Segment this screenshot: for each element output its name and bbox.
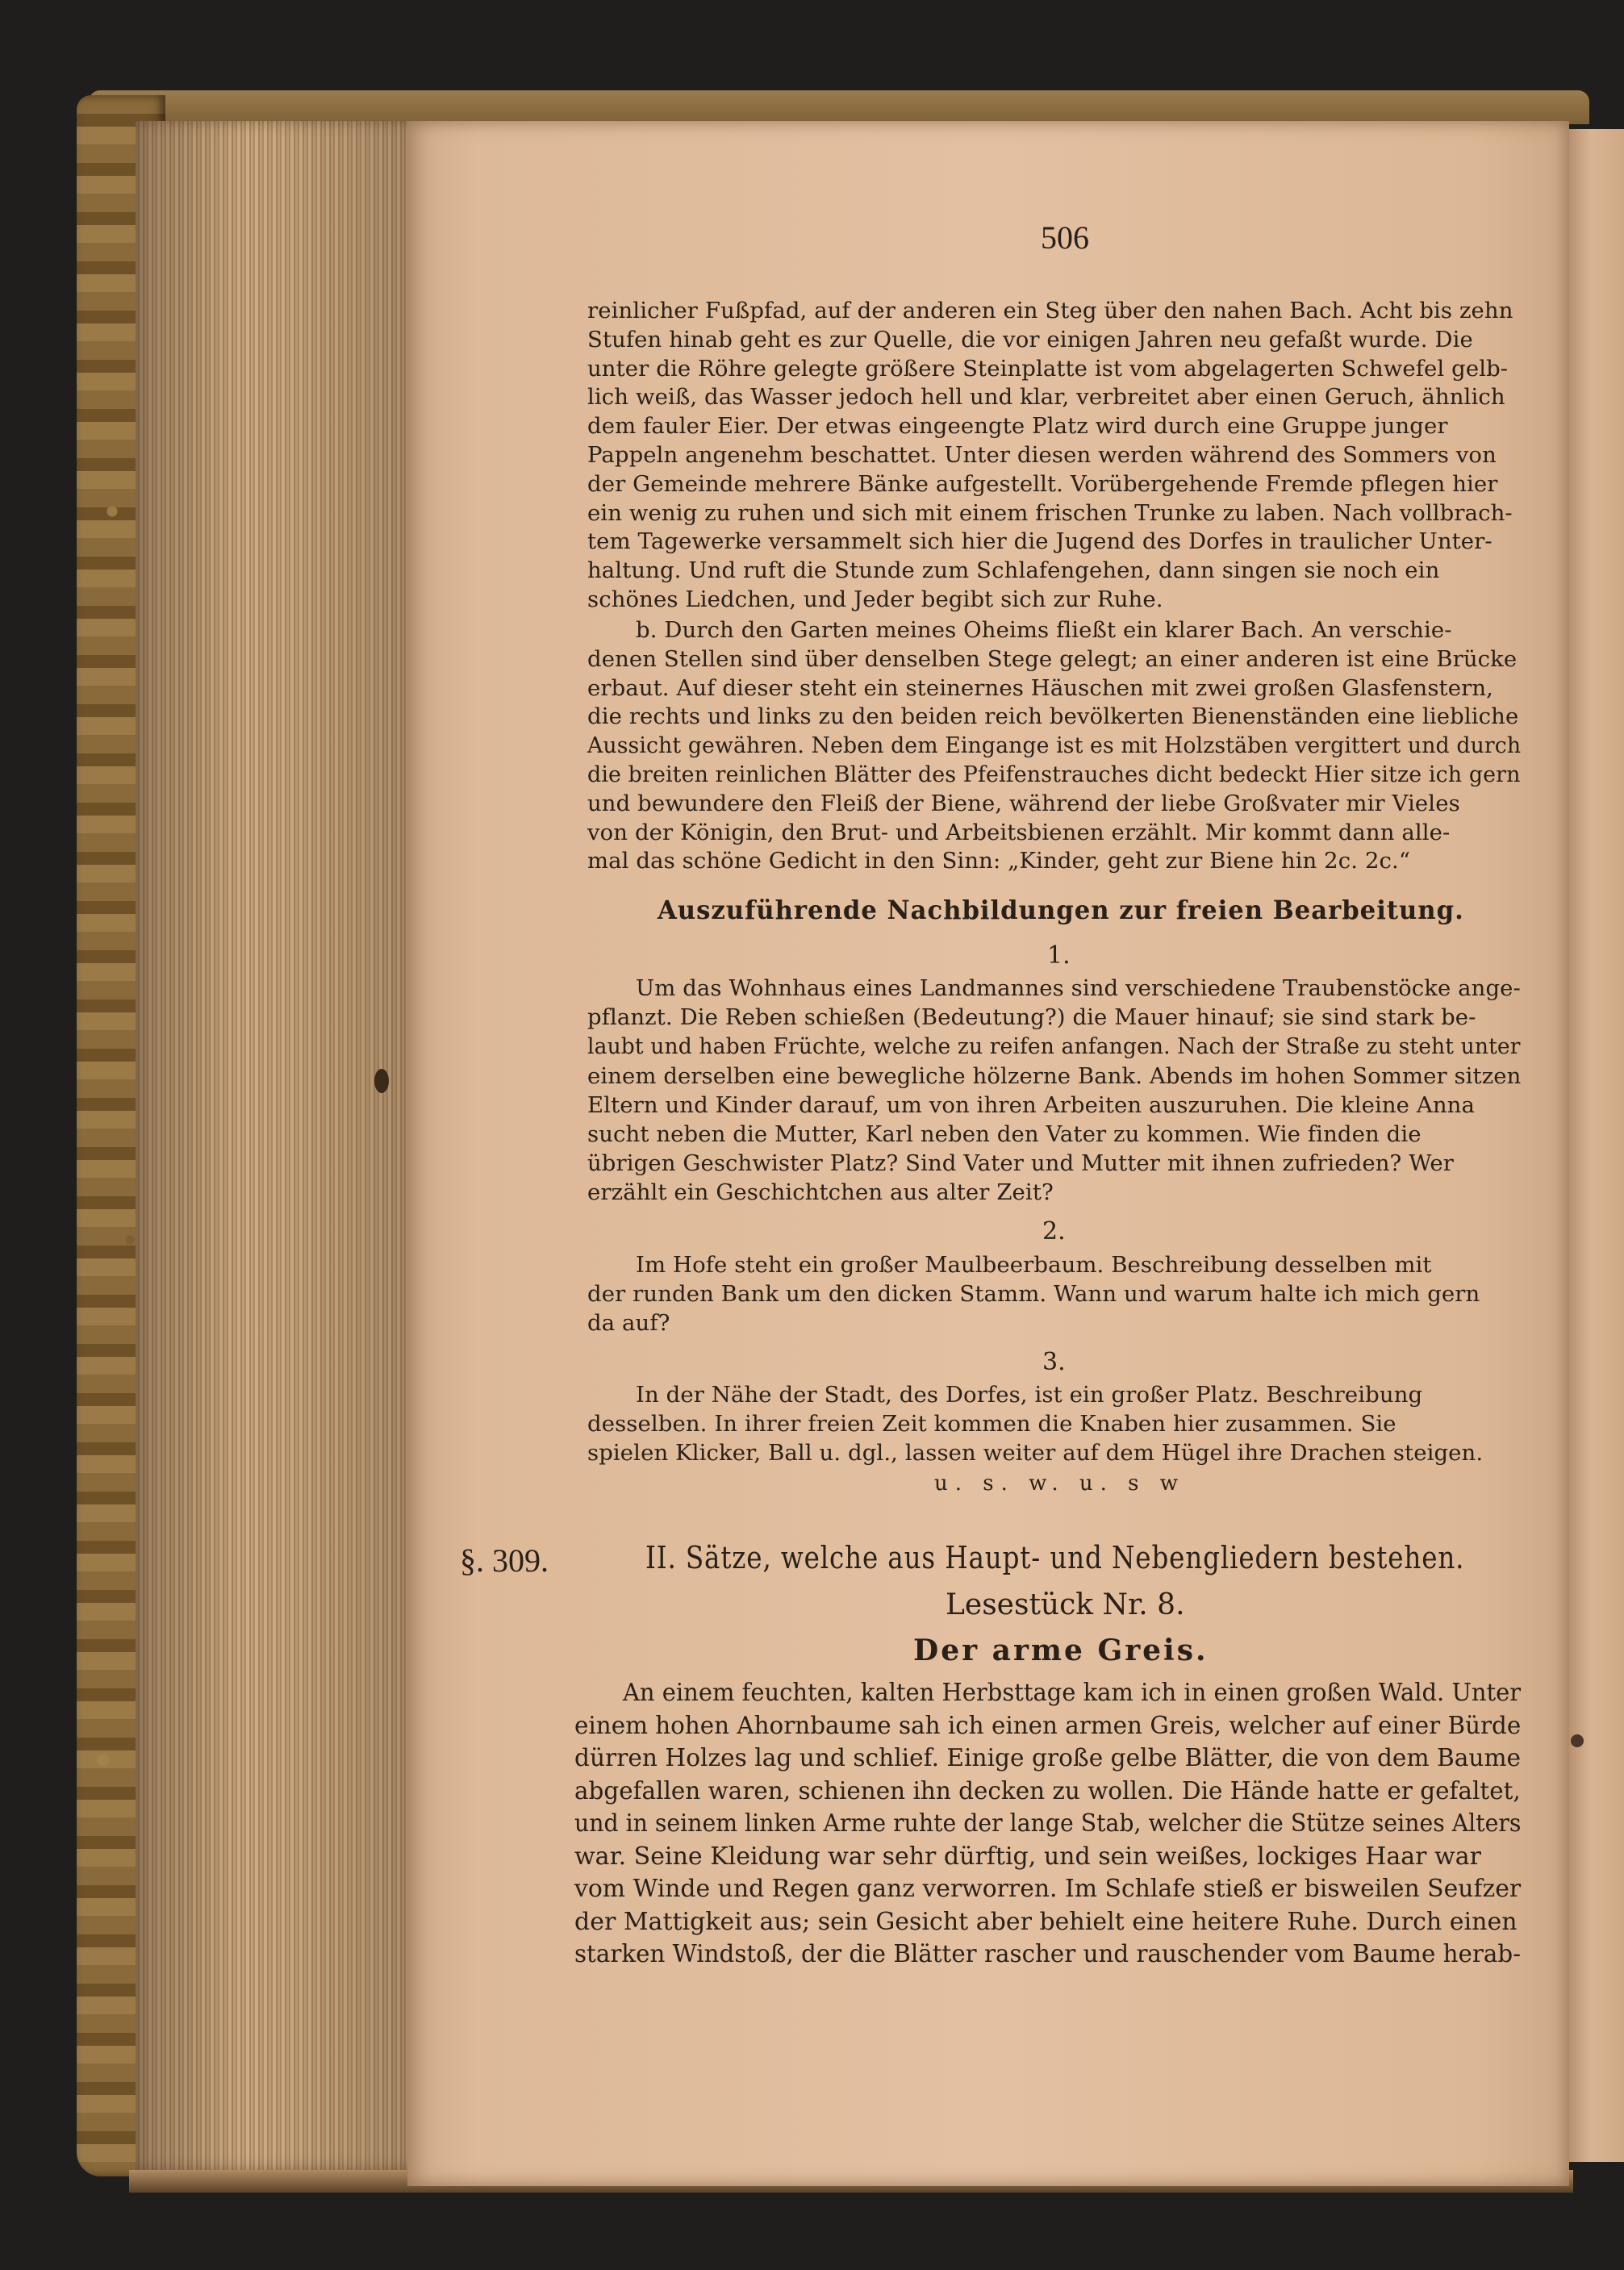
section-heading: Auszuführende Nachbildungen zur freien Bearbeitung. (658, 895, 1464, 925)
text-line: Um das Wohnhaus eines Landmannes sind verschiedene Traubenstöcke ange- (636, 975, 1521, 1001)
text-line: spielen Klicker, Ball u. dgl., lassen weiter auf dem Hügel ihre Drachen steigen. (587, 1440, 1484, 1467)
text-line: dem fauler Eier. Der etwas eingeengte Platz wird durch eine Gruppe junger (587, 413, 1448, 440)
text-line: vom Winde und Regen ganz verworren. Im Schlafe stieß er bisweilen Seufzer (574, 1875, 1522, 1903)
text-line: sucht neben die Mutter, Karl neben den Vater zu kommen. Wie finden die (587, 1121, 1422, 1147)
text-line: einem hohen Ahornbaume sah ich einen armen Greis, welcher auf einer Bürde (574, 1711, 1522, 1740)
text-line: In der Nähe der Stadt, des Dorfes, ist ein großer Platz. Beschreibung (636, 1382, 1423, 1408)
text-line: dürren Holzes lag und schlief. Einige große gelbe Blätter, die von dem Baume (574, 1744, 1522, 1772)
text-line: Aussicht gewähren. Neben dem Eingange ist es mit Holzstäben vergittert und durch (587, 732, 1522, 759)
text-line: mal das schöne Gedicht in den Sinn: „Kinder, geht zur Biene hin 2c. 2c.“ (587, 848, 1411, 874)
text-line: starken Windstoß, der die Blätter rascher und rauschender vom Baume herab- (574, 1940, 1522, 1968)
text-line: die rechts und links zu den beiden reich bevölkerten Bienenständen eine liebliche (587, 703, 1519, 730)
text-line: übrigen Geschwister Platz? Sind Vater und Mutter mit ihnen zufrieden? Wer (587, 1150, 1454, 1177)
text-line: schönes Liedchen, und Jeder begibt sich zur Ruhe. (587, 586, 1163, 612)
text-line: tem Tagewerke versammelt sich hier die Jugend des Dorfes in traulicher Unter- (587, 528, 1492, 555)
text-line: An einem feuchten, kalten Herbsttage kam ich in einen großen Wald. Unter (623, 1679, 1522, 1707)
story-title: Der arme Greis. (913, 1634, 1209, 1667)
text-line: erbaut. Auf dieser steht ein steinernes Häuschen mit zwei großen Glasfenstern, (587, 674, 1493, 701)
text-line: Pappeln angenehm beschattet. Unter diesen werden während des Sommers von (587, 442, 1497, 468)
text-line: war. Seine Kleidung war sehr dürftig, und sein weißes, lockiges Haar war (574, 1842, 1481, 1871)
text-line: Stufen hinab geht es zur Quelle, die vor einigen Jahren neu gefaßt wurde. Die (587, 326, 1473, 353)
exercise-2-number: 2. (1042, 1217, 1066, 1246)
page-edges-shade (136, 121, 420, 2170)
chapter-heading: II. Sätze, welche aus Haupt- und Nebengliedern bestehen. (645, 1540, 1465, 1575)
text-line: lich weiß, das Wasser jedoch hell und klar, verbreitet aber einen Geruch, ähnlich (587, 384, 1505, 411)
reading-piece-label: Lesestück Nr. 8. (946, 1588, 1185, 1621)
book-cover-top (89, 90, 1589, 124)
text-line: abgefallen waren, schienen ihn decken zu wollen. Die Hände hatte er gefaltet, (574, 1776, 1521, 1805)
text-line: erzählt ein Geschichtchen aus alter Zeit? (587, 1179, 1054, 1206)
text-line: einem derselben eine bewegliche hölzerne Bank. Abends im hohen Sommer sitzen (587, 1062, 1522, 1089)
text-line: unter die Röhre gelegte größere Steinplatte ist vom abgelagerten Schwefel gelb- (587, 355, 1509, 382)
exercise-3-number: 3. (1042, 1348, 1066, 1376)
text-line: und in seinem linken Arme ruhte der lange Stab, welcher die Stütze seines Alters (574, 1809, 1522, 1838)
text-line: ein wenig zu ruhen und sich mit einem frischen Trunke zu laben. Nach vollbrach- (587, 499, 1513, 526)
text-line: Im Hofe steht ein großer Maulbeerbaum. Beschreibung desselben mit (636, 1252, 1432, 1278)
text-line: und bewundere den Fleiß der Biene, während der liebe Großvater mir Vieles (587, 790, 1460, 816)
text-line: reinlicher Fußpfad, auf der anderen ein Steg über den nahen Bach. Acht bis zehn (587, 298, 1513, 323)
text-line: laubt und haben Früchte, welche zu reifen anfangen. Nach der Straße zu steht unter (587, 1033, 1521, 1060)
page-mark (1571, 1734, 1584, 1747)
page-number: 506 (1041, 219, 1089, 256)
next-page-edge (1569, 129, 1624, 2162)
text-line: haltung. Und ruft die Stunde zum Schlafengehen, dann singen sie noch ein (587, 557, 1440, 584)
text-line: da auf? (587, 1310, 670, 1337)
text-line: der Gemeinde mehrere Bänke aufgestellt. Vorübergehende Fremde pflegen hier (587, 470, 1498, 497)
text-line: der Mattigkeit aus; sein Gesicht aber behielt eine heitere Ruhe. Durch einen (574, 1907, 1518, 1936)
text-line: Eltern und Kinder darauf, um von ihren Arbeiten auszuruhen. Die kleine Anna (587, 1091, 1475, 1118)
text-line: b. Durch den Garten meines Oheims fließt ein klarer Bach. An verschie- (636, 617, 1452, 643)
exercise-1-number: 1. (1047, 941, 1071, 970)
text-line: desselben. In ihrer freien Zeit kommen die Knaben hier zusammen. Sie (587, 1411, 1396, 1438)
text-line: denen Stellen sind über denselben Stege gelegt; an einer anderen ist eine Brücke (587, 645, 1518, 672)
paragraph-number: §. 309. (460, 1542, 549, 1579)
binding-mark (374, 1069, 389, 1093)
text-line: von der Königin, den Brut- und Arbeitsbienen erzählt. Mir kommt dann alle- (587, 819, 1451, 845)
text-line: der runden Bank um den dicken Stamm. Wann und warum halte ich mich gern (587, 1281, 1480, 1308)
usw-line: u. s. w. u. s w (934, 1471, 1185, 1496)
text-line: pflanzt. Die Reben schießen (Bedeutung?) die Mauer hinauf; sie sind stark be- (587, 1004, 1476, 1031)
text-line: die breiten reinlichen Blätter des Pfeifenstrauches dicht bedeckt Hier sitze ich gern (587, 762, 1521, 787)
